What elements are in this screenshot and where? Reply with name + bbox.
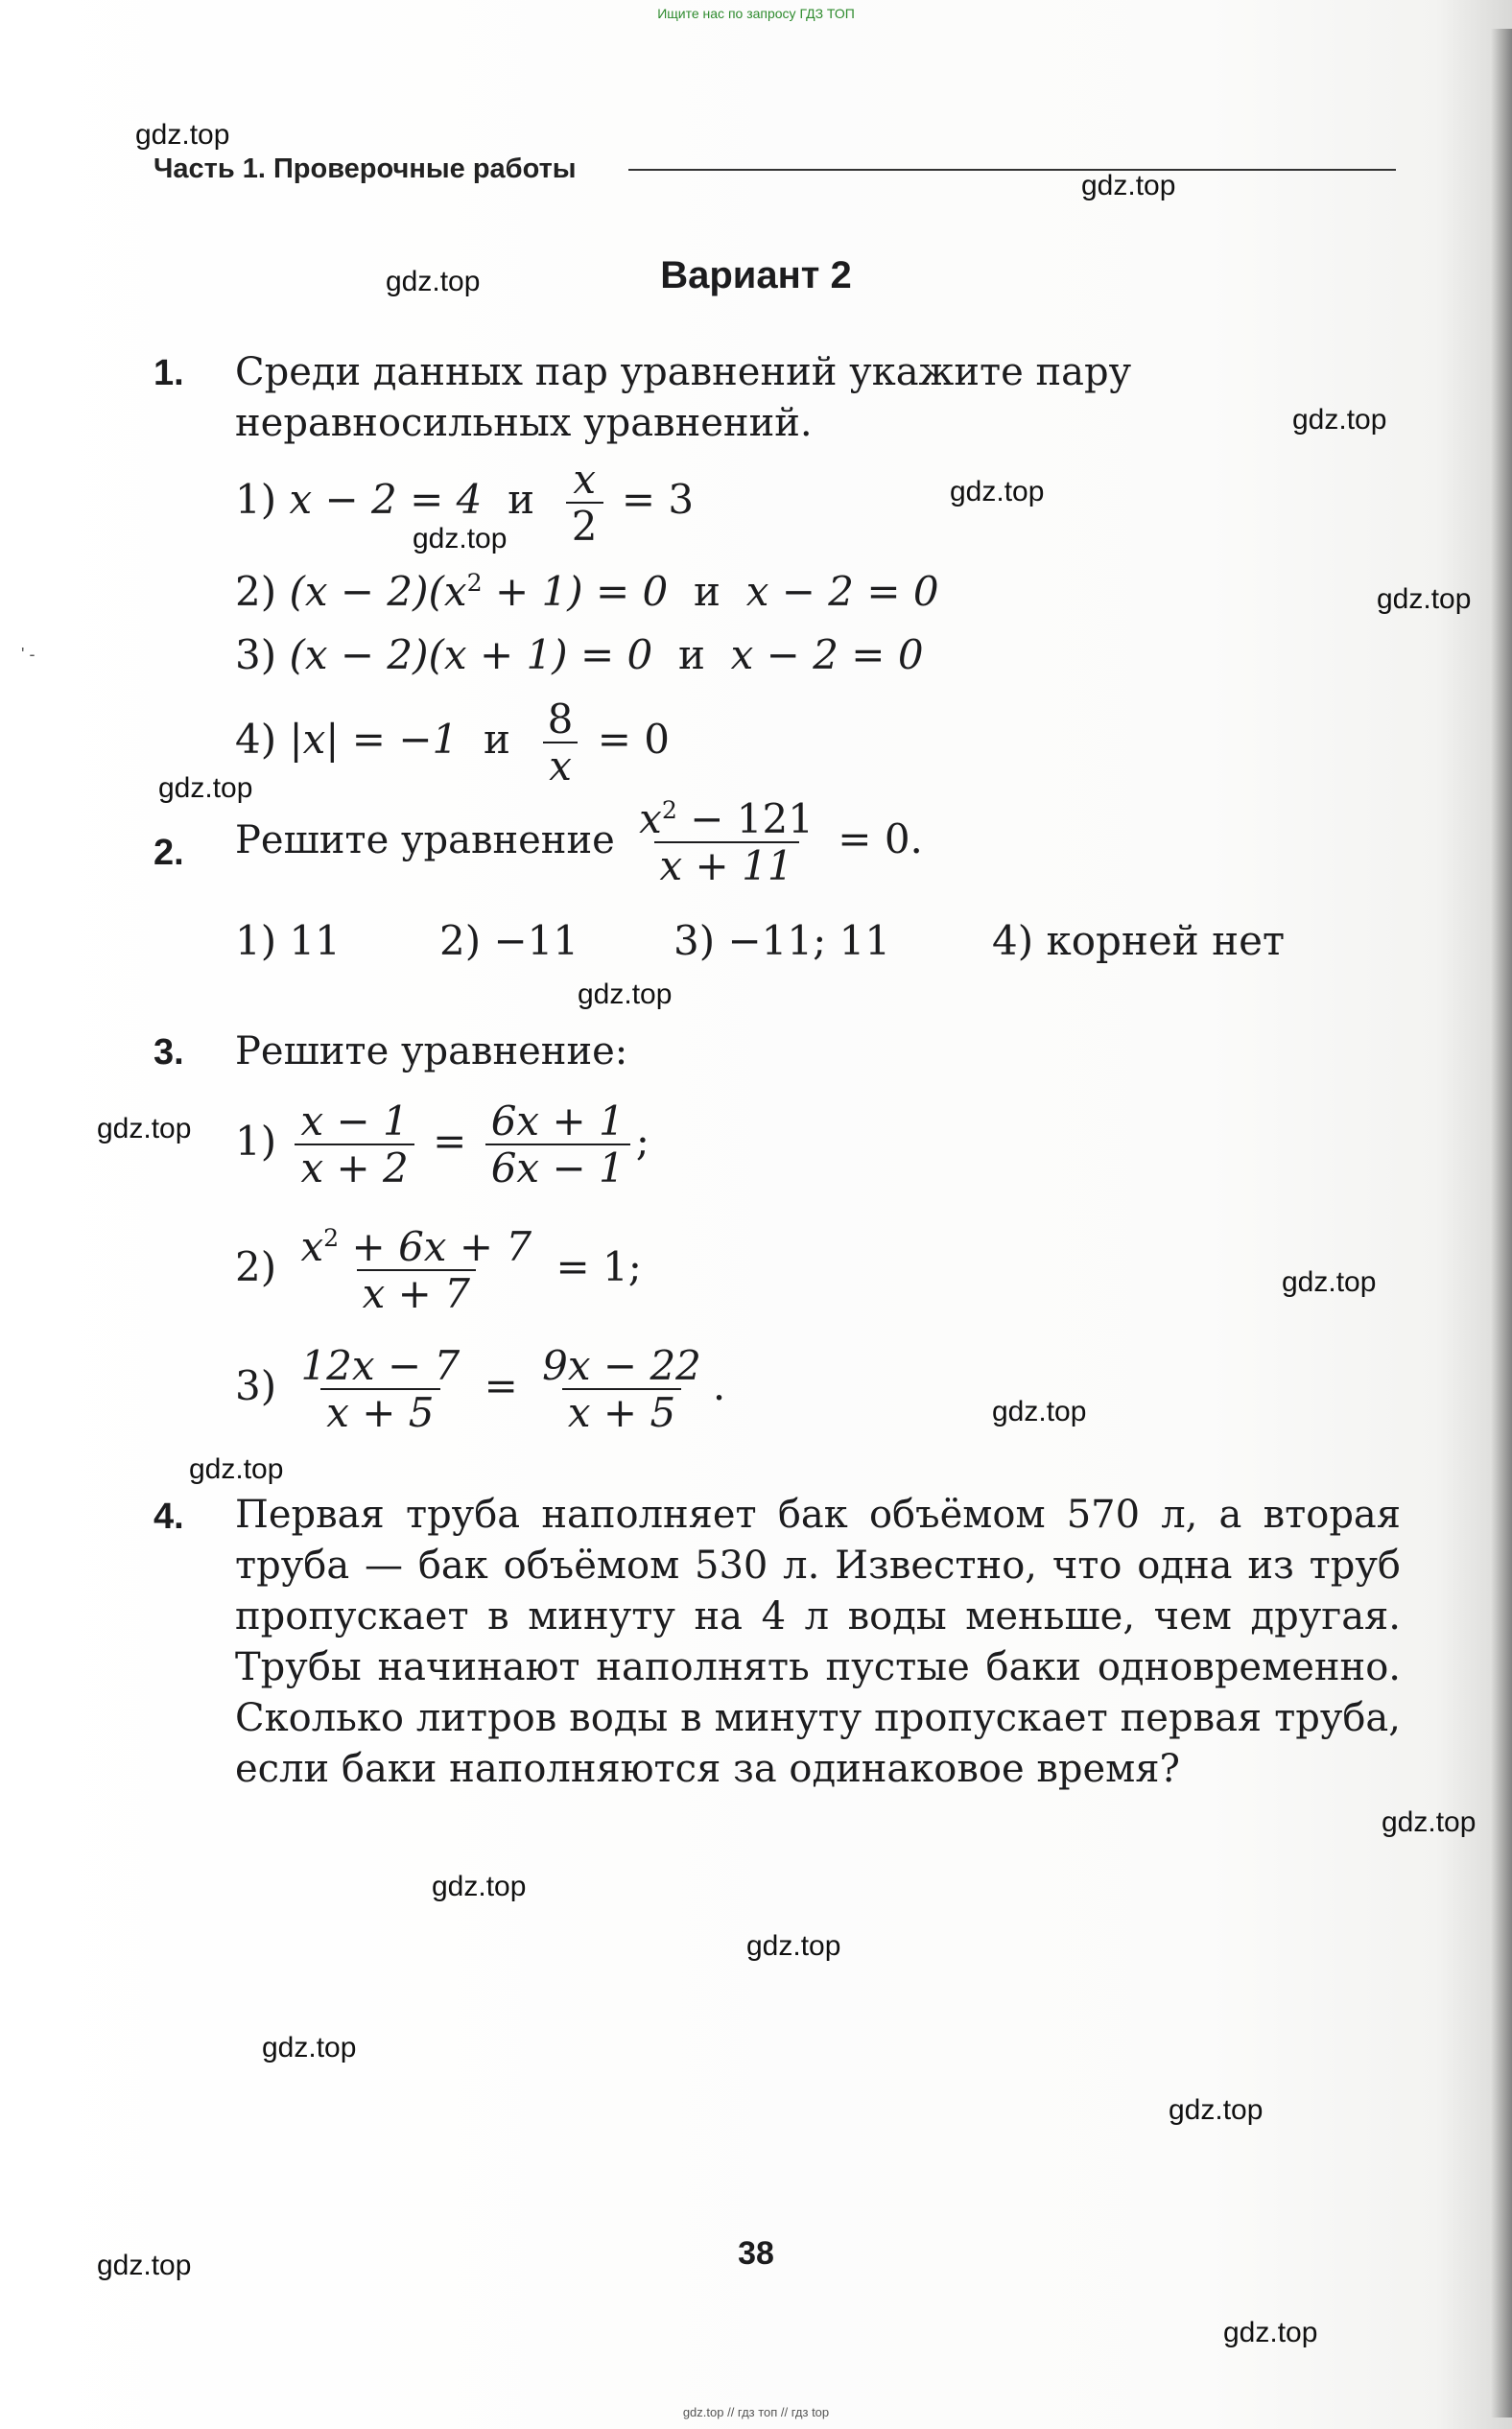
q2-answer-4: 4) корней нет [992, 917, 1286, 964]
fraction-numerator: 12x − 7 [300, 1342, 461, 1389]
question-3-text: Решите уравнение: [235, 1029, 628, 1073]
q2-answer-1: 1) 11 [235, 917, 341, 964]
watermark: gdz.top [413, 523, 508, 554]
fraction-denominator: x + 5 [320, 1388, 439, 1435]
equation-part: = 3 [621, 476, 695, 524]
equation-part: = 1; [555, 1243, 642, 1291]
q2-equation [235, 796, 923, 888]
page-number: 38 [738, 2235, 774, 2272]
fraction [295, 1098, 413, 1191]
watermark: gdz.top [1169, 2094, 1264, 2126]
fraction-denominator: x + 5 [562, 1388, 681, 1435]
q2-answer-2: 2) −11 [439, 917, 579, 964]
fraction-numerator [633, 796, 819, 841]
equation-part: x − 2 = 0 [745, 568, 939, 615]
fraction [536, 1343, 707, 1435]
watermark: gdz.top [1223, 2317, 1318, 2348]
equation-part: |x| = −1 [289, 716, 459, 764]
option-label: 3) [235, 631, 277, 678]
watermark: gdz.top [1382, 1806, 1477, 1838]
option-label: 1) [235, 1118, 277, 1166]
equation-part: = 0. [838, 815, 923, 863]
punctuation: . [712, 1362, 726, 1410]
conjunction: и [693, 568, 721, 615]
conjunction: и [483, 716, 510, 764]
q1-option-2 [235, 568, 939, 615]
watermark: gdz.top [1081, 170, 1176, 201]
equation-part: + 6x + 7 [339, 1223, 532, 1270]
fraction-numerator: x − 1 [300, 1097, 409, 1144]
question-4-text: Первая труба наполняет бак объёмом 570 л, а вторая труба — бак объёмом 530 л. Известно, что одна из труб пропускает в минуту на 4 л воды меньше, чем другая. Трубы начинают наполнять пустые баки одновременно. Сколько литров воды в минуту пропускает первая труба, если баки наполняются за одинаковое время? [235, 1493, 1401, 1791]
question-1-text: Среди данных пар уравнений укажите пару неравносильных уравнений. [235, 350, 1132, 445]
equation-part: x [639, 795, 662, 842]
exponent: 2 [661, 796, 677, 824]
punctuation: ; [635, 1118, 650, 1166]
equation-part: x [300, 1223, 324, 1270]
fraction [295, 1343, 465, 1435]
margin-mark: ' - [21, 645, 35, 664]
exponent: 2 [323, 1224, 340, 1252]
question-2-number: 2. [154, 833, 184, 873]
option-label: 2) [235, 568, 277, 615]
conjunction: и [508, 476, 535, 524]
fraction [566, 457, 603, 549]
fraction-numerator: x [573, 456, 596, 503]
q3-equation-3 [235, 1343, 725, 1435]
watermark: gdz.top [992, 1396, 1087, 1427]
page-header: Часть 1. Проверочные работы [154, 153, 577, 184]
equation-part: x − 2 = 0 [730, 631, 924, 678]
q2-answer-3: 3) −11; 11 [673, 917, 891, 964]
option-label: 4) [235, 716, 277, 764]
equation-part: (x − 2)(x + 1) = 0 [289, 631, 653, 678]
fraction-numerator: 6x + 1 [490, 1097, 625, 1144]
watermark: gdz.top [135, 119, 230, 151]
watermark: gdz.top [97, 2250, 192, 2281]
watermark: gdz.top [432, 1871, 527, 1902]
equation-part: (x − 2)(x [289, 568, 467, 615]
equals-sign: = [433, 1118, 467, 1166]
equation-part: − 121 [676, 795, 814, 842]
fraction-denominator: x [543, 742, 578, 789]
top-ad-text[interactable]: Ищите нас по запросу ГДЗ ТОП [657, 6, 855, 21]
option-label: 2) [235, 1243, 277, 1291]
q3-equation-2 [235, 1224, 642, 1316]
conjunction: и [677, 631, 705, 678]
exponent: 2 [466, 569, 483, 597]
variant-title: Вариант 2 [660, 254, 852, 296]
fraction [485, 1098, 630, 1191]
watermark: gdz.top [1292, 404, 1387, 436]
q1-option-3 [235, 631, 924, 678]
fraction [633, 796, 819, 888]
q1-option-4 [235, 696, 670, 789]
q1-option-1 [235, 457, 694, 549]
watermark: gdz.top [386, 266, 481, 297]
watermark: gdz.top [1282, 1266, 1377, 1298]
fraction-denominator: x + 2 [295, 1144, 413, 1191]
watermark: gdz.top [746, 1930, 841, 1962]
fraction-denominator: x + 7 [357, 1269, 476, 1316]
fraction-numerator: 8 [547, 696, 574, 743]
watermark: gdz.top [97, 1113, 192, 1144]
question-1-number: 1. [154, 353, 184, 393]
watermark: gdz.top [158, 772, 253, 804]
watermark: gdz.top [578, 979, 673, 1010]
equation-part: + 1) = 0 [482, 568, 669, 615]
question-4-number: 4. [154, 1497, 184, 1537]
question-3-number: 3. [154, 1032, 184, 1073]
fraction-numerator: 9x − 22 [542, 1342, 701, 1389]
watermark: gdz.top [262, 2032, 357, 2063]
equals-sign: = [484, 1362, 518, 1410]
fraction-denominator: x + 11 [654, 841, 799, 888]
option-label: 3) [235, 1362, 277, 1410]
watermark: gdz.top [1377, 583, 1472, 615]
watermark: gdz.top [189, 1453, 284, 1485]
fraction [542, 696, 579, 789]
fraction [295, 1224, 537, 1316]
equation-part: x − 2 = 4 [289, 476, 483, 524]
fraction-denominator: 2 [566, 502, 603, 549]
header-rule [628, 169, 1396, 171]
fraction-numerator [295, 1224, 537, 1269]
fraction-denominator: 6x − 1 [485, 1144, 630, 1191]
equation-part: = 0 [597, 716, 671, 764]
watermark: gdz.top [950, 476, 1045, 507]
bottom-ad-text[interactable]: gdz.top // гдз топ // гдз top [682, 2405, 830, 2419]
q3-equation-1 [235, 1098, 650, 1191]
page-edge-shadow [1491, 29, 1512, 2417]
option-label: 1) [235, 476, 277, 524]
question-2-text: Решите уравнение [235, 818, 615, 863]
